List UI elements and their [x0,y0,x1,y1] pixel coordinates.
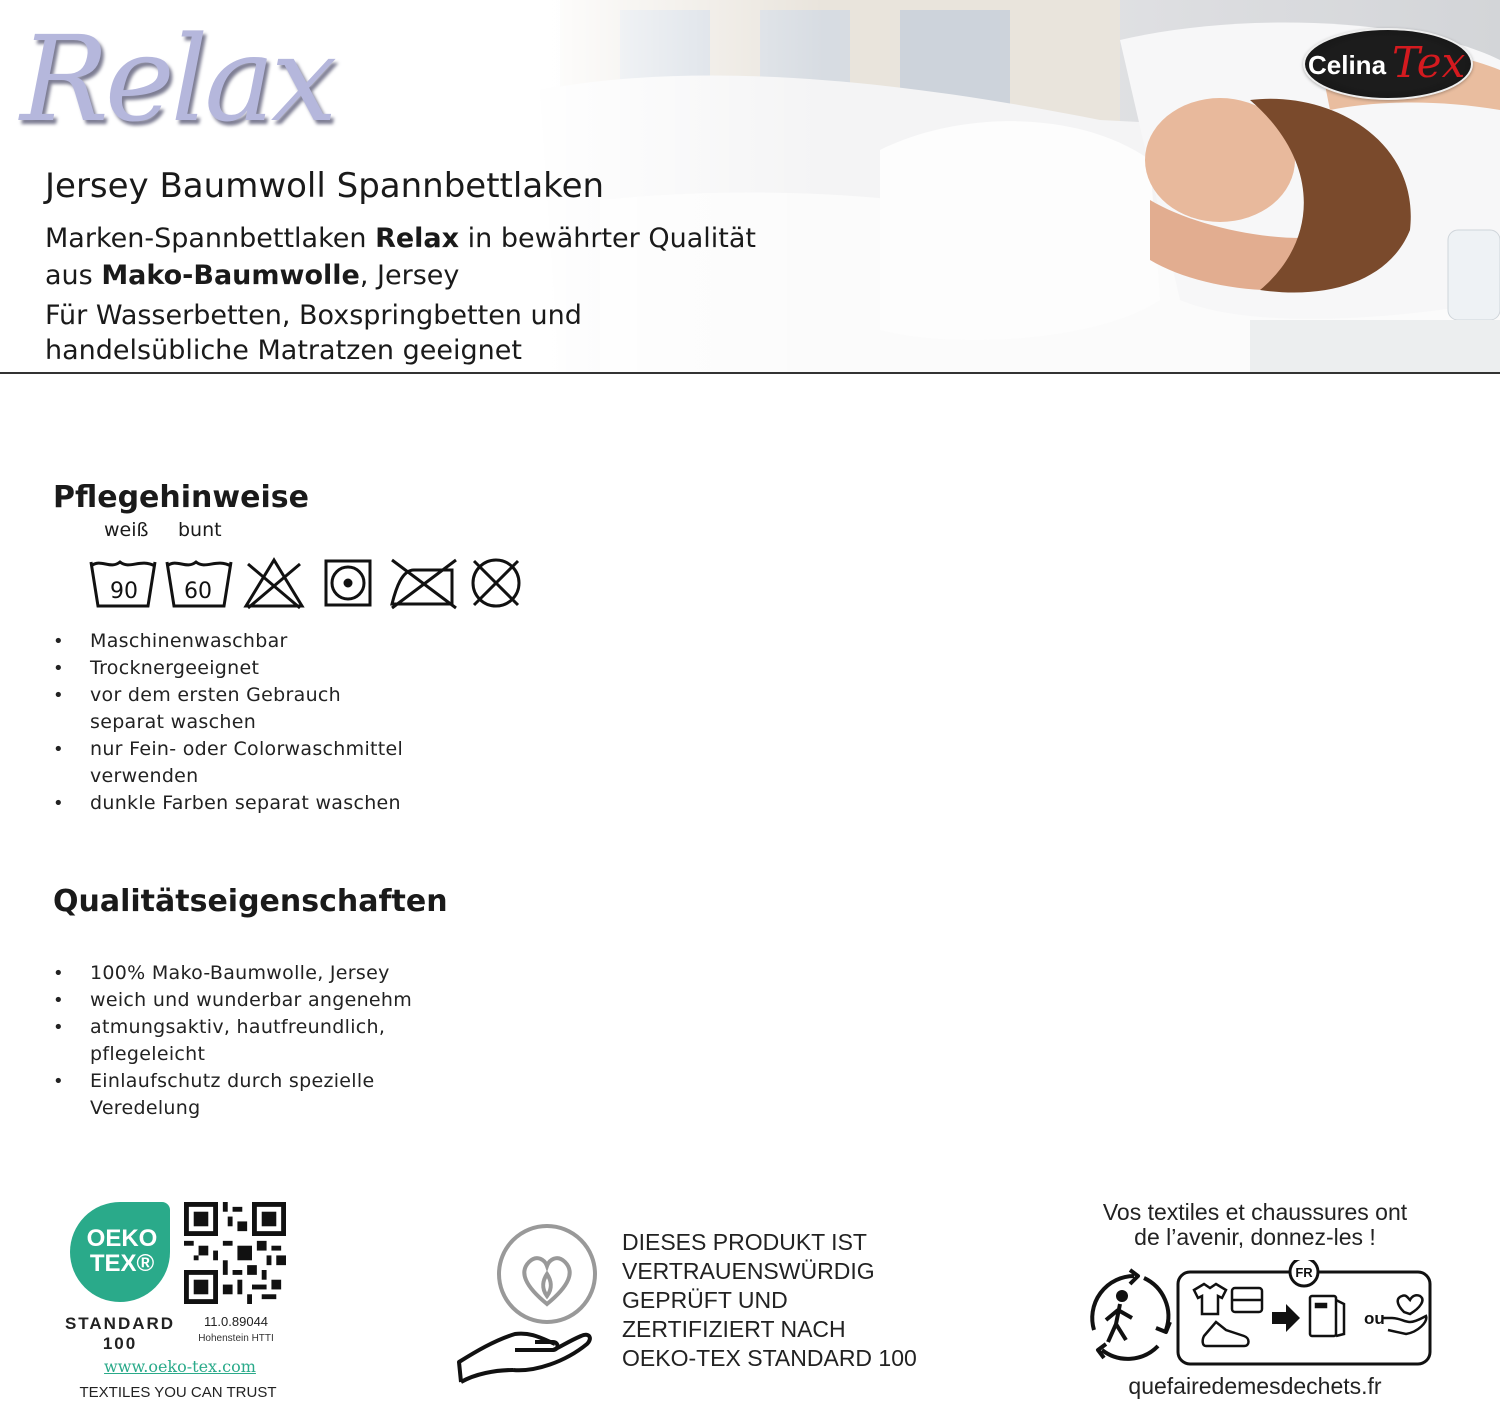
list-item: • nur Fein- oder Colorwaschmittel verwenden [53,736,420,790]
quality-list [53,960,473,1122]
wash-90-icon [91,562,155,606]
suitability-line-2: handelsübliche Matratzen geeignet [45,335,522,366]
recycling-message-line-2: de l’avenir, donnez-les ! [1134,1224,1376,1250]
quality-heading: Qualitätseigenschaften [53,884,448,919]
certification-line: VERTRAUENSWÜRDIG [622,1258,875,1284]
svg-text:90: 90 [110,579,138,604]
certification-line: OEKO-TEX STANDARD 100 [622,1345,917,1371]
product-subtitle: Jersey Baumwoll Spannbettlaken [45,166,605,206]
brand-logo-text: Celina [1308,50,1387,80]
product-title: Relax [20,10,334,148]
list-item: • weich und wunderbar angenehm [53,987,473,1014]
recycling-message [1060,1200,1450,1250]
or-label: ou [1364,1309,1385,1328]
tumble-dry-icon [326,561,370,605]
wash-60-icon [167,562,231,606]
list-item: • Einlaufschutz durch spezielle Veredelung [53,1068,390,1122]
intro-text [45,220,756,294]
oeko-tex-standard-line-1: STANDARD [64,1314,176,1333]
arrow-right-icon [1272,1304,1300,1332]
care-heading: Pflegehinweise [53,480,309,515]
donate-hand-icon [1382,1295,1426,1334]
recycling-link[interactable]: quefairedemesdechets.fr [1128,1373,1382,1399]
care-symbols [88,556,533,611]
oeko-tex-logo-line-2: TEX® [89,1250,155,1277]
tshirt-icon [1194,1284,1226,1314]
list-item: • dunkle Farben separat waschen [53,790,473,817]
suitability-line-1: Für Wasserbetten, Boxspringbetten und [45,300,582,331]
list-item: • Maschinenwaschbar [53,628,473,655]
oeko-tex-standard [60,1314,180,1354]
header-banner [0,0,1500,373]
certifying-institute: Hohenstein HTTI [198,1333,274,1344]
triman-recycling-graphic [1074,1260,1436,1368]
care-list [53,628,473,817]
recycling-message-line-1: Vos textiles et chaussures ont [1102,1199,1408,1225]
trusted-hand-heart-icon [455,1222,605,1387]
folded-textile-icon [1232,1288,1262,1312]
no-bleach-icon [246,560,302,608]
oeko-tex-logo-line-1: OEKO [86,1225,158,1252]
certification-statement [622,1228,917,1373]
oeko-tex-link[interactable]: www.oeko-tex.com [104,1357,256,1376]
triman-icon [1092,1270,1170,1359]
oeko-tex-logo-text [70,1226,174,1276]
list-item: • Trocknergeeignet [53,655,473,682]
white-wash-label: weiß [104,519,149,541]
collection-bin-icon [1310,1296,1344,1336]
country-badge: FR [1295,1265,1313,1280]
suitability-text [45,298,582,368]
list-item: • atmungsaktiv, hautfreundlich, pflegeleicht [53,1014,390,1068]
list-item: • 100% Mako-Baumwolle, Jersey [53,960,473,987]
brand-logo-accent: Tex [1392,38,1466,87]
oeko-tex-standard-line-2: 100 [102,1334,138,1353]
svg-text:60: 60 [184,579,212,604]
header-divider [0,372,1500,374]
no-iron-icon [392,560,456,608]
qr-code-icon [184,1202,286,1304]
certification-line: GEPRÜFT UND [622,1287,788,1313]
list-item: • vor dem ersten Gebrauch separat waschen [53,682,420,736]
certification-line: DIESES PRODUKT IST [622,1229,867,1255]
intro-line-2: aus Mako-Baumwolle, Jersey [45,260,460,291]
oeko-tex-tagline: TEXTILES YOU CAN TRUST [79,1384,277,1401]
certification-line: ZERTIFIZIERT NACH [622,1316,846,1342]
colored-wash-label: bunt [178,519,222,541]
no-dry-clean-icon [473,560,519,606]
certificate-number: 11.0.89044 [203,1314,269,1329]
intro-line-1: Marken-Spannbettlaken Relax in bewährter Qualität [45,223,756,254]
shoe-icon [1203,1322,1249,1346]
